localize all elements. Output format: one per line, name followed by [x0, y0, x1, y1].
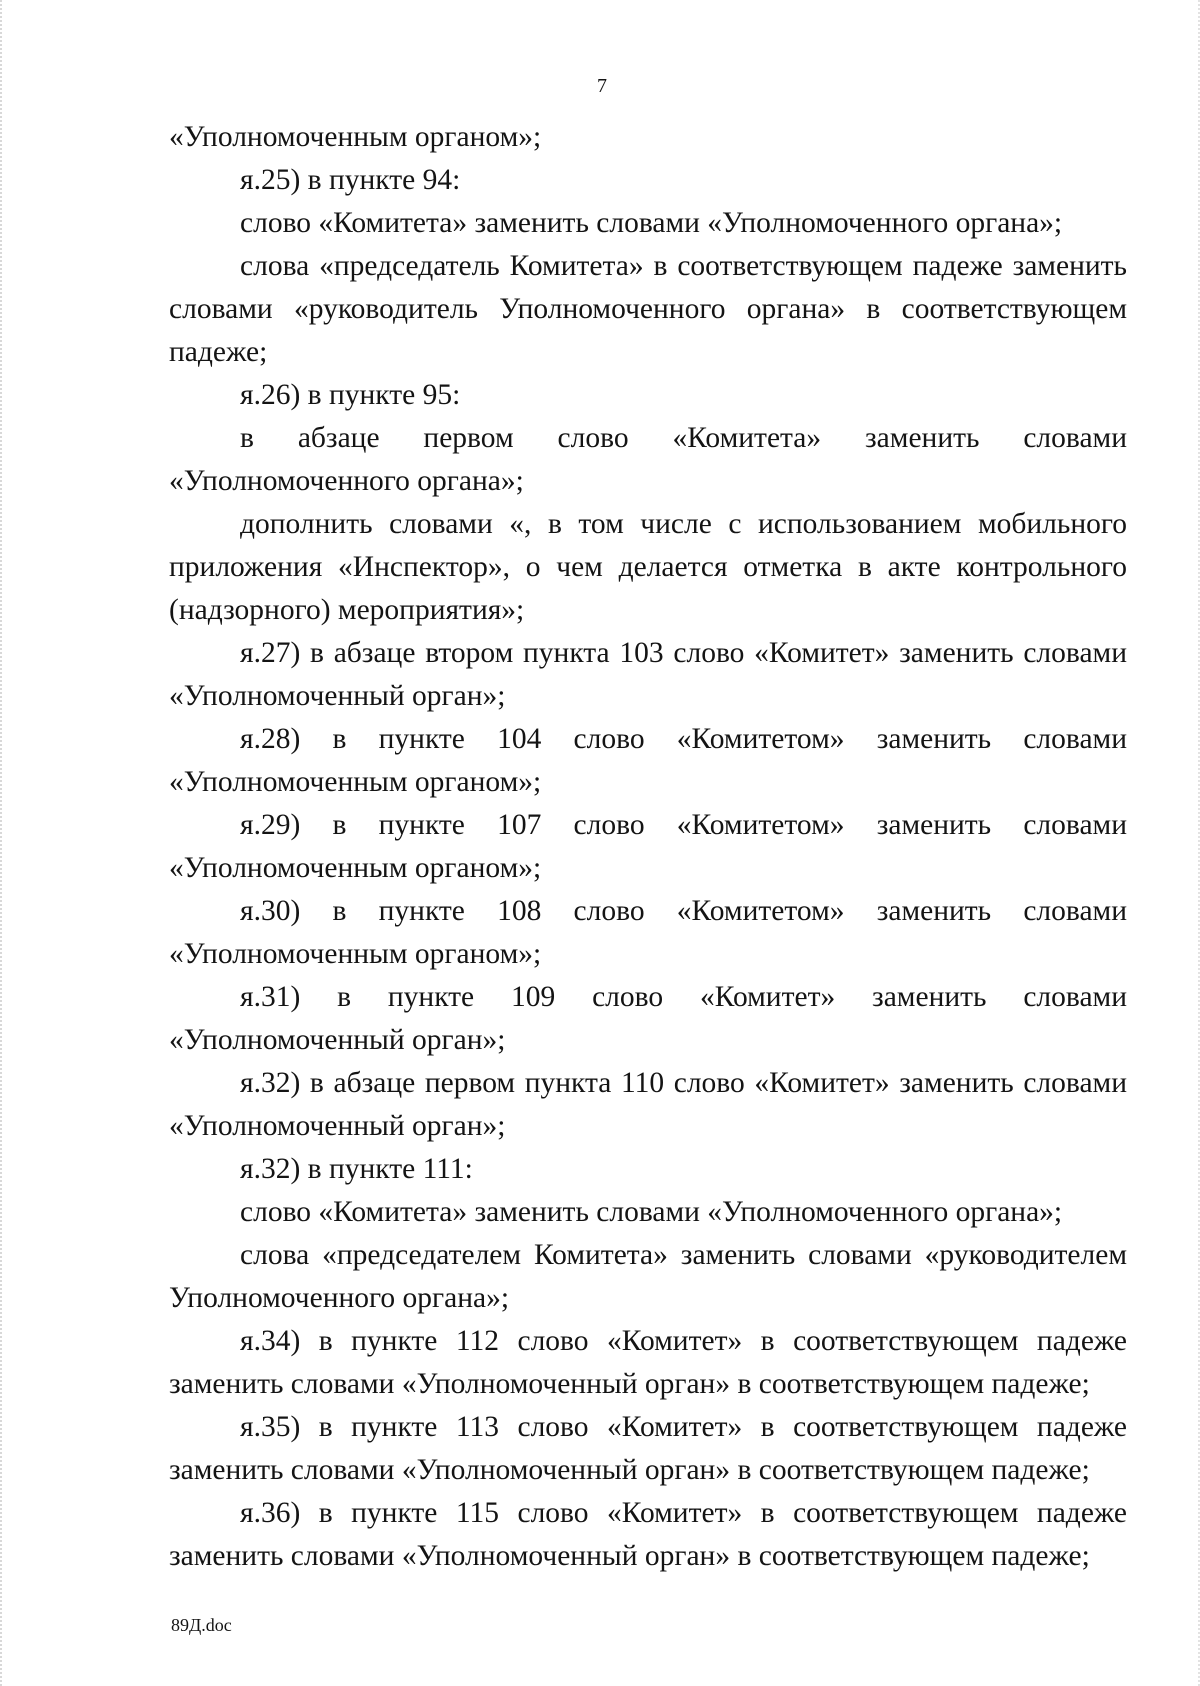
paragraph: я.36) в пункте 115 слово «Комитет» в соответствующем падеже заменить словами «Уполномоченный орган» в соответствующем падеже;: [169, 1497, 1127, 1572]
paragraph: я.32) в абзаце первом пункта 110 слово «Комитет» заменить словами «Уполномоченный орган»;: [169, 1067, 1127, 1142]
paragraph: слова «председатель Комитета» в соответствующем падеже заменить словами «руководитель Уполномоченного органа» в соответствующем падеже;: [169, 250, 1127, 368]
paragraph: «Уполномоченным органом»;: [169, 121, 542, 153]
paragraph: я.26) в пункте 95:: [240, 379, 461, 411]
footer-filename: 89Д.doc: [171, 1615, 232, 1635]
paragraph: дополнить словами «, в том числе с использованием мобильного приложения «Инспектор», о чем делается отметка в акте контрольного (надзорного) мероприятия»;: [169, 508, 1127, 626]
paragraph: я.27) в абзаце втором пункта 103 слово «Комитет» заменить словами «Уполномоченный орган»;: [169, 637, 1127, 712]
paragraph: слова «председателем Комитета» заменить словами «руководителем Уполномоченного органа»;: [169, 1239, 1127, 1314]
paragraph: в абзаце первом слово «Комитета» заменить словами «Уполномоченного органа»;: [169, 422, 1127, 497]
paragraph: я.30) в пункте 108 слово «Комитетом» заменить словами «Уполномоченным органом»;: [169, 895, 1127, 970]
paragraph: я.34) в пункте 112 слово «Комитет» в соответствующем падеже заменить словами «Уполномоченный орган» в соответствующем падеже;: [169, 1325, 1127, 1400]
paragraph: я.35) в пункте 113 слово «Комитет» в соответствующем падеже заменить словами «Уполномоченный орган» в соответствующем падеже;: [169, 1411, 1127, 1486]
page-number: 7: [597, 75, 607, 97]
document-body: [169, 116, 1127, 1578]
paragraph: я.29) в пункте 107 слово «Комитетом» заменить словами «Уполномоченным органом»;: [169, 809, 1127, 884]
paragraph: я.31) в пункте 109 слово «Комитет» заменить словами «Уполномоченный орган»;: [169, 981, 1127, 1056]
paragraph: я.28) в пункте 104 слово «Комитетом» заменить словами «Уполномоченным органом»;: [169, 723, 1127, 798]
paragraph: слово «Комитета» заменить словами «Уполномоченного органа»;: [240, 207, 1063, 239]
paragraph: слово «Комитета» заменить словами «Уполномоченного органа»;: [240, 1196, 1063, 1228]
paragraph: я.25) в пункте 94:: [240, 164, 461, 196]
paragraph: я.32) в пункте 111:: [240, 1153, 473, 1185]
